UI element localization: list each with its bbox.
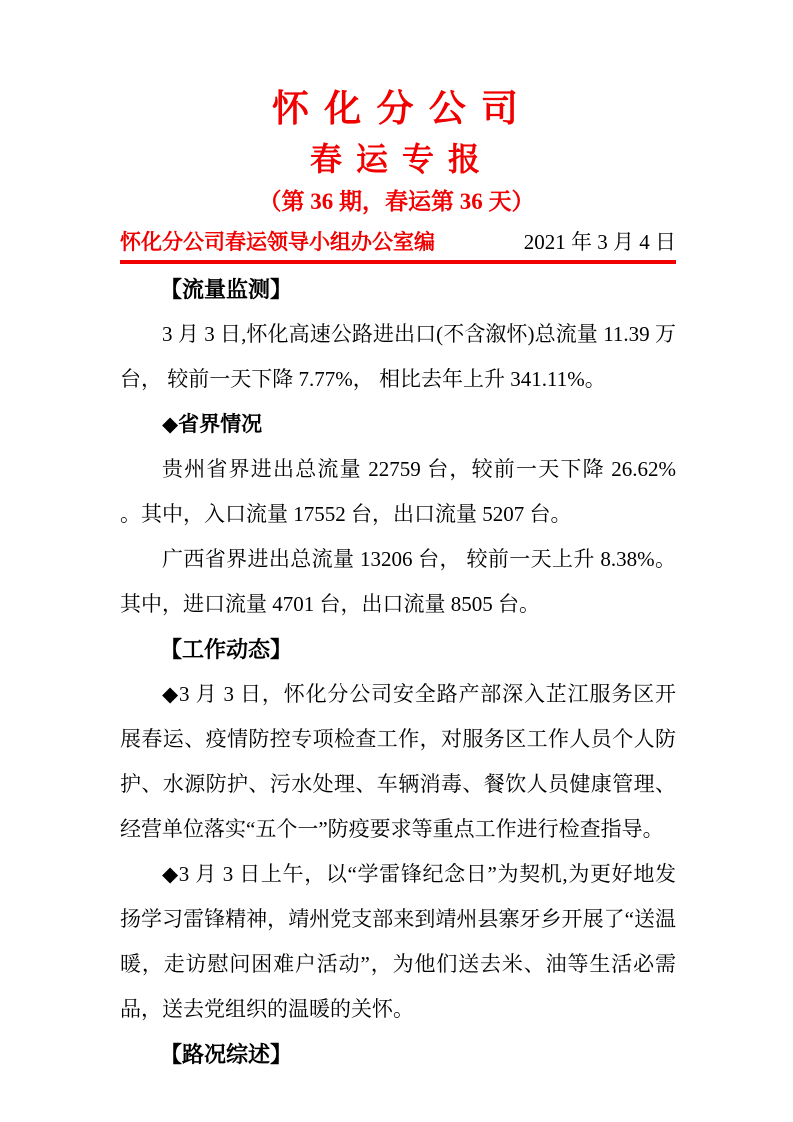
section-heading-flow-monitoring: 【流量监测】	[160, 277, 293, 303]
para-guangxi-border: 广西省界进出总流量 13206 台， 较前一天上升 8.38%。其中，进口流量 4701 台，出口流量 8505 台。	[120, 547, 676, 617]
subheading-provincial-border: ◆省界情况	[162, 412, 263, 437]
para-service-area-inspection: ◆3 月 3 日，怀化分公司安全路产部深入芷江服务区开展春运、疫情防控专项检查工作，对服务区工作人员个人防护、水源防护、污水处理、车辆消毒、餐饮人员健康管理、经营单位落实“五个一”防疫要求等重点工作进行检查指导。	[120, 682, 676, 842]
issue-date: 2021 年 3 月 4 日	[523, 230, 676, 255]
document-header	[0, 90, 793, 214]
section-heading-road-conditions: 【路况综述】	[160, 1042, 293, 1068]
company-title: 怀 化 分 公 司	[272, 89, 521, 130]
section-heading-work-updates: 【工作动态】	[160, 637, 293, 663]
para-leifeng-activity: ◆3 月 3 日上午，以“学雷锋纪念日”为契机,为更好地发扬学习雷锋精神，靖州党支部来到靖州县寨牙乡开展了“送温暖，走访慰问困难户活动”，为他们送去米、油等生活必需品，送去党组织的温暖的关怀。	[120, 862, 676, 1022]
issue-info: （第 36 期，春运第 36 天）	[258, 188, 535, 214]
header-rule	[120, 260, 676, 264]
masthead	[120, 230, 676, 255]
para-guizhou-border: 贵州省界进出总流量 22759 台，较前一天下降 26.62% 。其中，入口流量 17552 台，出口流量 5207 台。	[120, 457, 676, 527]
document-body	[120, 267, 676, 1077]
report-title: 春 运 专 报	[309, 140, 483, 177]
editor-credit: 怀化分公司春运领导小组办公室编	[120, 230, 435, 255]
para-flow-summary: 3 月 3 日,怀化高速公路进出口(不含溆怀)总流量 11.39 万台， 较前一天下降 7.77%， 相比去年上升 341.11%。	[120, 322, 676, 392]
